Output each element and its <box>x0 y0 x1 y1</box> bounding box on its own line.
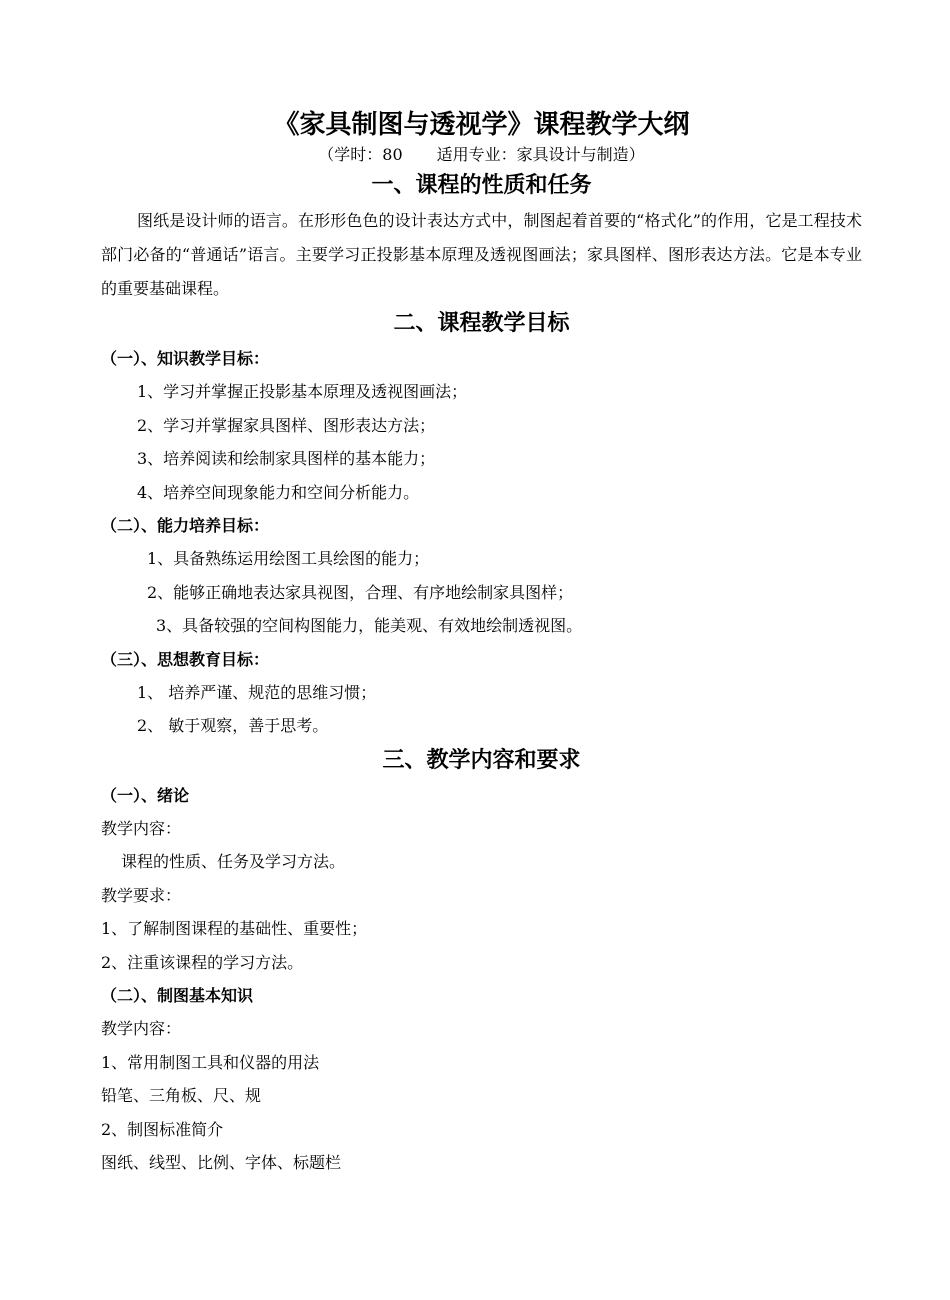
knowledge-item: 3、培养阅读和绘制家具图样的基本能力； <box>137 449 436 468</box>
knowledge-heading: （一）、知识教学目标： <box>101 349 270 368</box>
subtitle-major: 适用专业：家具设计与制造） <box>436 145 645 164</box>
subtitle-hours: （学时：80 <box>318 145 403 164</box>
basics-heading: （二）、制图基本知识 <box>101 986 254 1005</box>
intro-requirement-item: 2、注重该课程的学习方法。 <box>101 952 304 972</box>
knowledge-item: 4、培养空间现象能力和空间分析能力。 <box>137 482 420 502</box>
intro-requirement-item: 1、了解制图课程的基础性、重要性； <box>101 919 368 938</box>
basics-line: 1、常用制图工具和仪器的用法 <box>101 1052 320 1072</box>
intro-content: 课程的性质、任务及学习方法。 <box>121 852 346 871</box>
section2-heading: 二、课程教学目标 <box>393 311 570 336</box>
section1-paragraph: 图纸是设计师的语言。在形形色色的设计表达方式中，制图起着首要的“格式化”的作用，它是工程技术部门必备的“普通话”语言。主要学习正投影基本原理及透视图画法；家具图样、图形表达方法。它是本专业的重要基础课程。 <box>101 211 862 298</box>
basics-line: 图纸、线型、比例、字体、标题栏 <box>101 1153 342 1172</box>
section3-heading: 三、教学内容和要求 <box>382 747 581 773</box>
basics-content-label: 教学内容： <box>101 1019 182 1038</box>
ability-item: 2、能够正确地表达家具视图，合理、有序地绘制家具图样； <box>147 582 574 602</box>
knowledge-item: 2、学习并掌握家具图样、图形表达方法； <box>137 415 436 435</box>
ideology-item: 1、 培养严谨、规范的思维习惯； <box>137 682 377 702</box>
basics-line: 铅笔、三角板、尺、规 <box>101 1086 262 1105</box>
document-subtitle <box>101 142 862 168</box>
knowledge-item: 1、学习并掌握正投影基本原理及透视图画法； <box>137 382 468 401</box>
intro-content-label: 教学内容： <box>101 818 182 838</box>
ideology-heading: （三）、思想教育目标： <box>101 649 270 669</box>
document-title: 《家具制图与透视学》课程教学大纲 <box>273 110 690 140</box>
ability-item: 1、具备熟练运用绘图工具绘图的能力； <box>147 549 430 568</box>
ability-item: 3、具备较强的空间构图能力，能美观、有效地绘制透视图。 <box>156 616 583 635</box>
intro-requirement-label: 教学要求： <box>101 885 182 905</box>
section1-heading: 一、课程的性质和任务 <box>371 173 592 198</box>
ideology-item: 2、 敏于观察，善于思考。 <box>137 716 329 735</box>
intro-heading: （一）、绪论 <box>101 785 190 805</box>
ability-heading: （二）、能力培养目标： <box>101 516 270 535</box>
basics-line: 2、制图标准简介 <box>101 1119 224 1139</box>
